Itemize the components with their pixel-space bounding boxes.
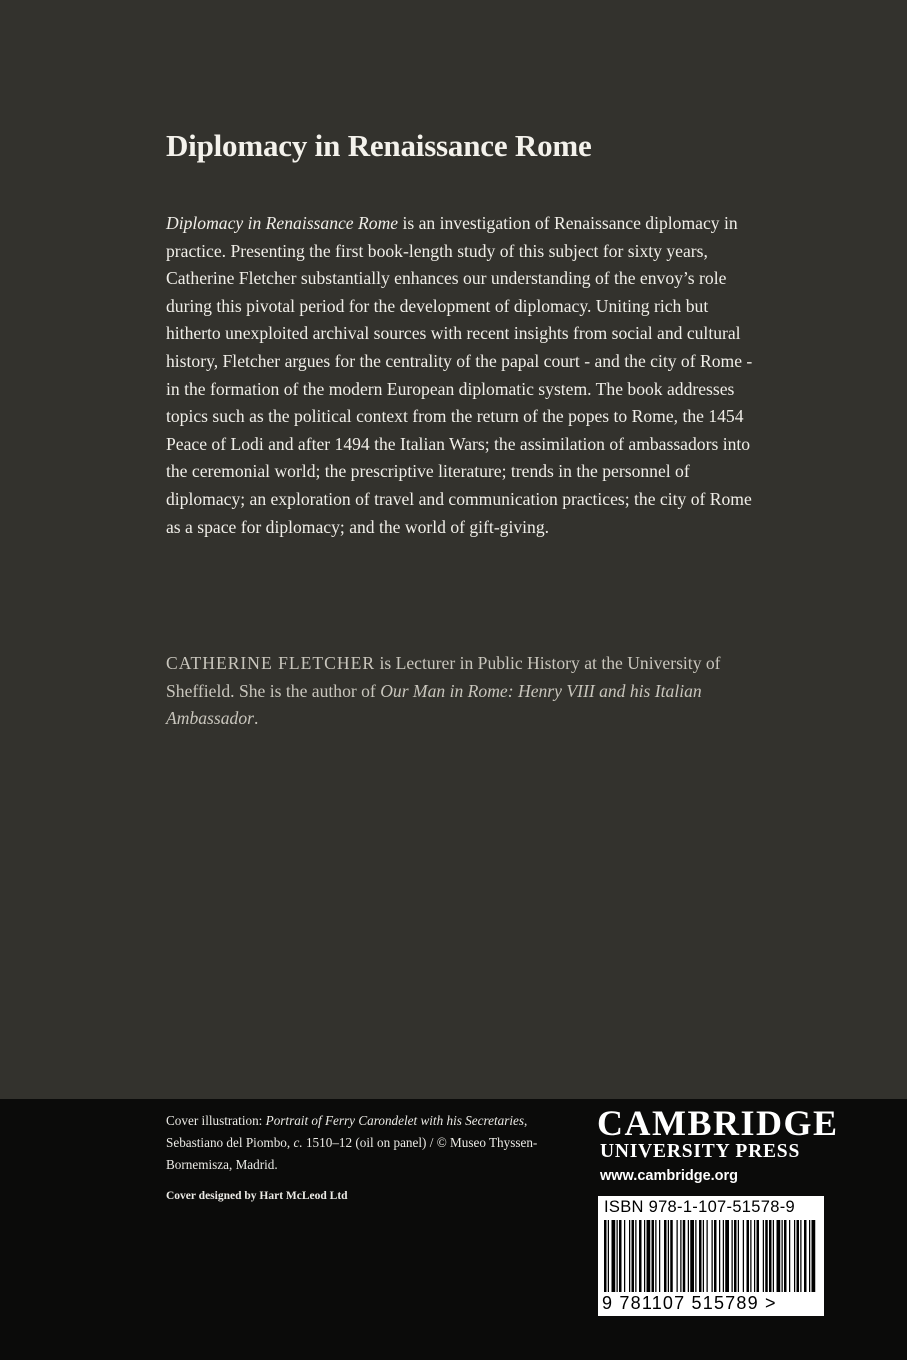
barcode-icon: [602, 1220, 818, 1292]
book-description: [166, 210, 756, 541]
author-bio: [166, 650, 766, 733]
credit-artist: , Sebastiano del Piombo,: [166, 1113, 528, 1150]
bio-book-title: Our Man in Rome: Henry VIII and his Italian Ambassador: [166, 680, 702, 729]
description-text: is an investigation of Renaissance diplomacy in practice. Presenting the first book-length study of this subject for sixty years, Catherine Fletcher substantially enhances our understanding of the envoy’s role during this pivotal period for the development of diplomacy. Uniting rich but hitherto unexploited archival sources with recent insights from social and cultural history, Fletcher argues for the centrality of the papal court - and the city of Rome - in the formation of the modern European diplomatic system. The book addresses topics such as the political context from the return of the popes to Rome, the 1454 Peace of Lodi and after 1494 the Italian Wars; the assimilation of ambassadors into the ceremonial world; the prescriptive literature; trends in the personnel of diplomacy; an exploration of travel and communication practices; the city of Rome as a space for diplomacy; and the world of gift-giving.: [166, 213, 753, 537]
credit-details: 1510–12 (oil on panel) / © Museo Thyssen-Bornemisza, Madrid.: [166, 1135, 538, 1172]
bio-text: is Lecturer in Public History at the University of Sheffield. She is the author of: [166, 653, 721, 701]
credit-work-title: Portrait of Ferry Carondelet with his Secretaries: [265, 1113, 524, 1128]
cover-designer: Cover designed by Hart McLeod Ltd: [166, 1190, 348, 1202]
description-italic-title: Diplomacy in Renaissance Rome: [166, 213, 399, 233]
author-name: CATHERINE FLETCHER: [166, 653, 376, 673]
barcode-panel: [598, 1196, 824, 1316]
book-title: Diplomacy in Renaissance Rome: [166, 128, 592, 163]
cover-credit: [166, 1110, 556, 1176]
publisher-press: UNIVERSITY PRESS: [600, 1141, 801, 1162]
credit-circa: c.: [293, 1135, 303, 1150]
bio-end: .: [253, 708, 259, 729]
publisher-website: www.cambridge.org: [600, 1168, 739, 1184]
isbn-digits: 9 781107 515789 >: [602, 1293, 777, 1313]
publisher-logo: CAMBRIDGE: [597, 1103, 839, 1143]
isbn-label: ISBN 978-1-107-51578-9: [604, 1198, 795, 1216]
credit-prefix: Cover illustration:: [166, 1113, 266, 1128]
